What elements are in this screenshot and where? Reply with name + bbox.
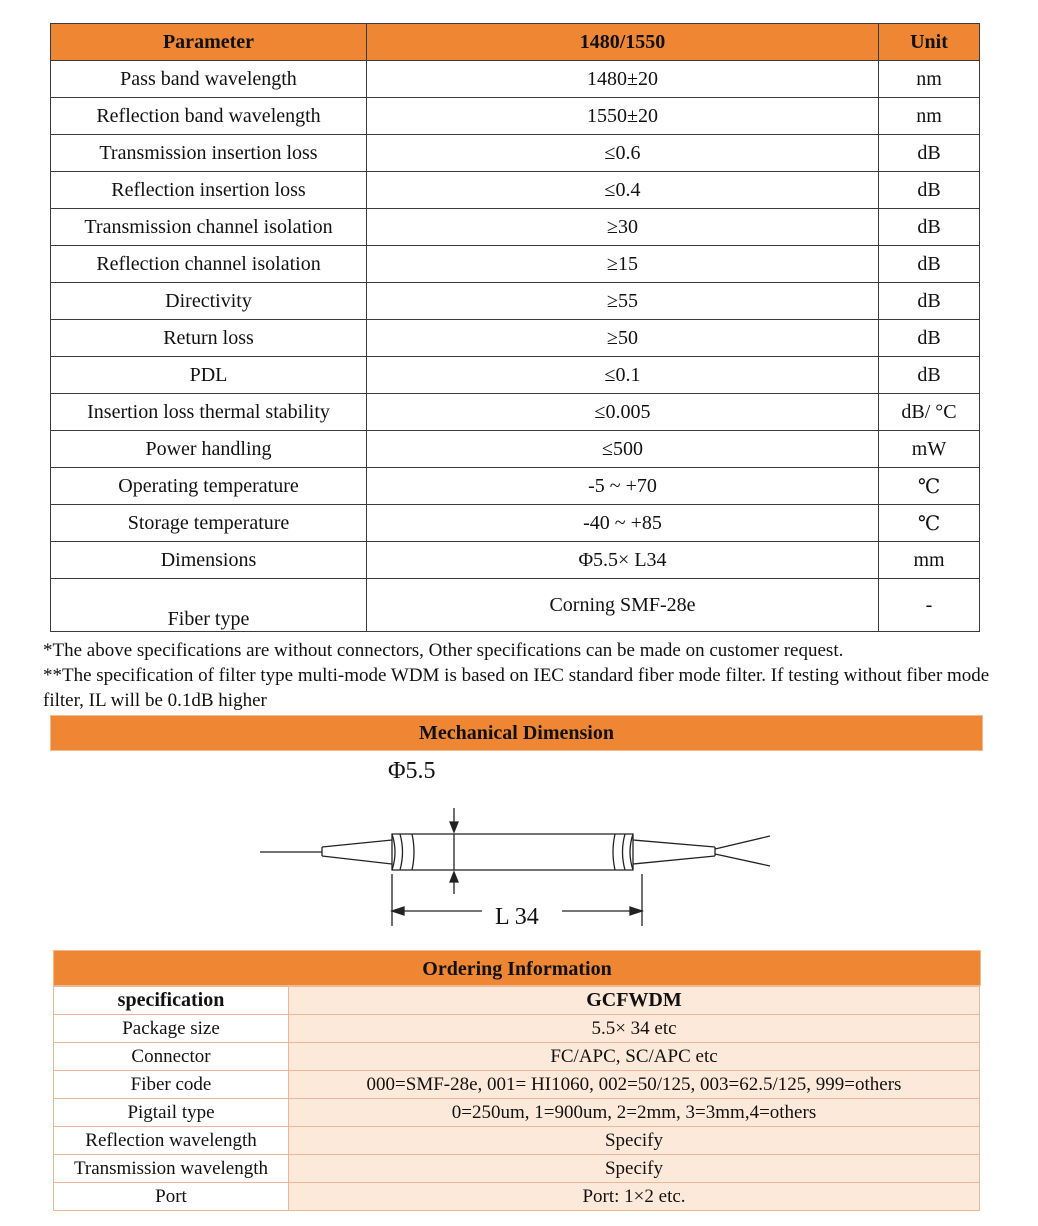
spec-value-cell: -40 ~ +85	[367, 505, 879, 542]
spec-value-cell: ≤0.6	[367, 135, 879, 172]
spec-row	[51, 61, 980, 98]
order-value-cell: GCFWDM	[289, 987, 980, 1015]
spec-parameter-cell: Dimensions	[51, 542, 367, 579]
right-boot	[633, 840, 715, 864]
spec-parameter-cell: PDL	[51, 357, 367, 394]
ordering-information-banner: Ordering Information	[53, 950, 981, 986]
order-value-cell: Port: 1×2 etc.	[289, 1183, 980, 1211]
spec-parameter-cell: Operating temperature	[51, 468, 367, 505]
spec-unit-cell: nm	[879, 98, 980, 135]
spec-value-cell: ≥50	[367, 320, 879, 357]
spec-unit-cell: ℃	[879, 468, 980, 505]
header-value: 1480/1550	[367, 24, 879, 61]
spec-row	[51, 357, 980, 394]
spec-parameter-cell: Reflection channel isolation	[51, 246, 367, 283]
spec-parameter-cell: Directivity	[51, 283, 367, 320]
spec-unit-cell: nm	[879, 61, 980, 98]
spec-unit-cell: dB	[879, 283, 980, 320]
fiber-parameter-cell: Fiber type	[51, 579, 367, 632]
spec-parameter-cell: Reflection band wavelength	[51, 98, 367, 135]
diameter-label: Φ5.5	[388, 758, 436, 784]
spec-row	[51, 505, 980, 542]
spec-value-cell: ≤500	[367, 431, 879, 468]
order-value-cell: Specify	[289, 1155, 980, 1183]
order-row	[54, 1099, 980, 1127]
order-row	[54, 987, 980, 1015]
order-row	[54, 1183, 980, 1211]
spec-parameter-cell: Transmission insertion loss	[51, 135, 367, 172]
spec-parameter-cell: Return loss	[51, 320, 367, 357]
order-label-cell: Reflection wavelength	[54, 1127, 289, 1155]
output-fiber-2	[715, 854, 770, 866]
spec-parameter-cell: Storage temperature	[51, 505, 367, 542]
spec-row	[51, 135, 980, 172]
device-body	[392, 834, 633, 870]
spec-parameter-cell: Transmission channel isolation	[51, 209, 367, 246]
spec-row	[51, 394, 980, 431]
spec-parameter-cell: Insertion loss thermal stability	[51, 394, 367, 431]
spec-row	[51, 283, 980, 320]
specification-table	[50, 23, 980, 632]
spec-value-cell: ≤0.1	[367, 357, 879, 394]
order-label-cell: Port	[54, 1183, 289, 1211]
ordering-table	[53, 986, 980, 1211]
order-label-cell: Fiber code	[54, 1071, 289, 1099]
spec-parameter-cell: Power handling	[51, 431, 367, 468]
order-row	[54, 1155, 980, 1183]
spec-parameter-cell: Reflection insertion loss	[51, 172, 367, 209]
order-value-cell: Specify	[289, 1127, 980, 1155]
note-multimode: **The specification of filter type multi-mode WDM is based on IEC standard fiber mode filter. If testing without fiber mode filter, IL will be 0.1dB higher	[43, 665, 990, 711]
spec-value-cell: ≥55	[367, 283, 879, 320]
spec-value-cell: 1480±20	[367, 61, 879, 98]
order-value-cell: FC/APC, SC/APC etc	[289, 1043, 980, 1071]
spec-value-cell: Φ5.5× L34	[367, 542, 879, 579]
spec-value-cell: -5 ~ +70	[367, 468, 879, 505]
spec-row	[51, 468, 980, 505]
header-unit: Unit	[879, 24, 980, 61]
note-connectors: *The above specifications are without connectors, Other specifications can be made on customer request.	[43, 640, 844, 661]
spec-row	[51, 209, 980, 246]
order-value-cell: 0=250um, 1=900um, 2=2mm, 3=3mm,4=others	[289, 1099, 980, 1127]
order-label-cell: specification	[54, 987, 289, 1015]
output-fiber-1	[715, 836, 770, 849]
spec-row	[51, 542, 980, 579]
spec-unit-cell: dB/ °C	[879, 394, 980, 431]
spec-unit-cell: dB	[879, 172, 980, 209]
spec-row	[51, 172, 980, 209]
header-parameter: Parameter	[51, 24, 367, 61]
spec-unit-cell: dB	[879, 209, 980, 246]
spec-row	[51, 98, 980, 135]
mechanical-dimension-banner: Mechanical Dimension	[50, 715, 983, 751]
spec-row	[51, 246, 980, 283]
fiber-unit-cell: -	[879, 579, 980, 632]
left-boot	[322, 840, 392, 864]
spec-value-cell: ≥15	[367, 246, 879, 283]
order-label-cell: Pigtail type	[54, 1099, 289, 1127]
order-row	[54, 1071, 980, 1099]
spec-row	[51, 431, 980, 468]
spec-unit-cell: ℃	[879, 505, 980, 542]
spec-unit-cell: mW	[879, 431, 980, 468]
length-label: L 34	[491, 904, 543, 931]
order-label-cell: Transmission wavelength	[54, 1155, 289, 1183]
spec-row-fiber-type	[51, 579, 980, 632]
order-row	[54, 1015, 980, 1043]
spec-parameter-cell: Pass band wavelength	[51, 61, 367, 98]
spec-unit-cell: dB	[879, 357, 980, 394]
spec-value-cell: ≥30	[367, 209, 879, 246]
order-row	[54, 1043, 980, 1071]
notes	[43, 638, 1003, 713]
spec-value-cell: ≤0.005	[367, 394, 879, 431]
spec-header-row	[51, 24, 980, 61]
order-value-cell: 000=SMF-28e, 001= HI1060, 002=50/125, 003=62.5/125, 999=others	[289, 1071, 980, 1099]
spec-row	[51, 320, 980, 357]
spec-unit-cell: dB	[879, 320, 980, 357]
spec-unit-cell: dB	[879, 246, 980, 283]
order-row	[54, 1127, 980, 1155]
order-label-cell: Package size	[54, 1015, 289, 1043]
spec-value-cell: ≤0.4	[367, 172, 879, 209]
order-value-cell: 5.5× 34 etc	[289, 1015, 980, 1043]
spec-unit-cell: dB	[879, 135, 980, 172]
spec-unit-cell: mm	[879, 542, 980, 579]
spec-value-cell: 1550±20	[367, 98, 879, 135]
order-label-cell: Connector	[54, 1043, 289, 1071]
fiber-value-cell: Corning SMF-28e	[367, 579, 879, 632]
